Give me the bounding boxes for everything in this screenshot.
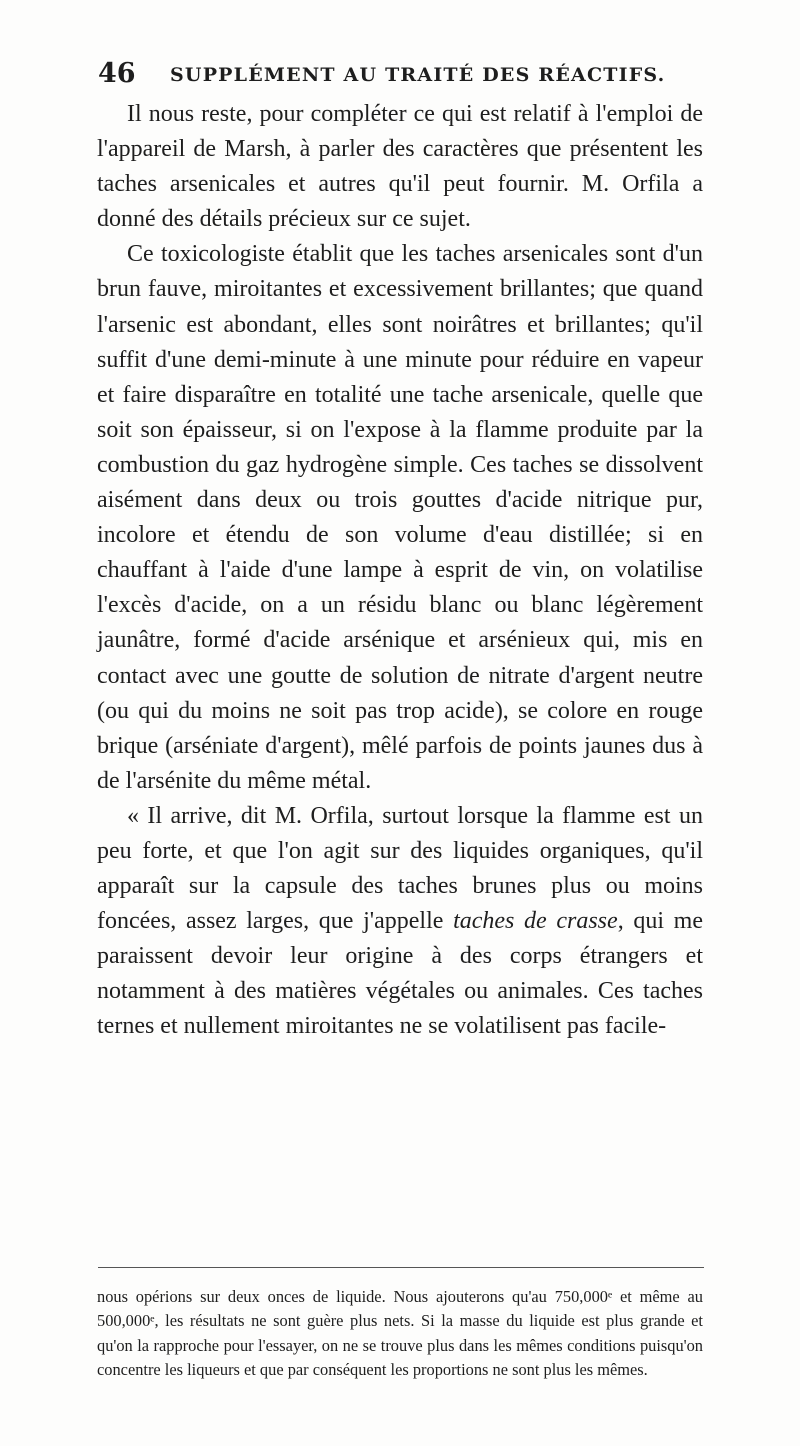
paragraph-1: Il nous reste, pour compléter ce qui est relatif à l'emploi de l'appareil de Marsh, à parler des caractères que présentent les taches arsenicales et autres qu'il peut fournir. M. Orfila a donné des détails précieux sur ce sujet. bbox=[97, 101, 703, 233]
paragraph-2: Ce toxicologiste établit que les taches arsenicales sont d'un brun fauve, miroitantes et excessivement brillantes; que quand l'arsenic est abondant, elles sont noirâtres et brillantes; qu'il suffit d'une demi-minute à une minute pour réduire en vapeur et faire disparaître en totalité une tache arsenicale, quelle que soit son épaisseur, si on l'expose à la flamme produite par la combustion du gaz hydrogène simple. Ces taches se dissolvent aisément dans deux ou trois gouttes d'acide nitrique pur, incolore et étendu de son volume d'eau distillée; si en chauffant à l'aide d'une lampe à esprit de vin, on volatilise l'excès d'acide, on a un résidu blanc ou blanc légèrement jaunâtre, formé d'acide arsénique et arsénieux qui, mis en contact avec une goutte de solution de nitrate d'argent neutre (ou qui du moins ne soit pas trop acide), se colore en rouge brique (arséniate d'argent), mêlé parfois de points jaunes dus à de l'arsénite du même métal. bbox=[97, 241, 703, 794]
running-title: SUPPLÉMENT AU TRAITÉ DES RÉACTIFS. bbox=[170, 64, 666, 86]
paragraph-3 bbox=[97, 799, 703, 1045]
paragraph-3-end: , qui me paraissent devoir leur origine à des corps étrangers et notamment à des matières végétales ou animales. Ces taches ternes et nullement miroitantes ne se volatilisent pas facile- bbox=[97, 908, 704, 1040]
italic-term: taches de crasse bbox=[453, 908, 618, 935]
page-header bbox=[98, 58, 698, 98]
footnote-text: nous opérions sur deux onces de liquide. Nous ajouterons qu'au 750,000ᵉ et même au 500,000ᵉ, les résultats ne sont guère plus nets. Si la masse du liquide est plus grande et qu'on la rapproche pour l'essayer, on ne se trouve plus dans les mêmes conditions puisqu'on concentre les liqueurs et que par conséquent les proportions ne sont plus les mêmes. bbox=[97, 1287, 703, 1379]
footnote-separator bbox=[98, 1267, 704, 1268]
page-number: 46 bbox=[98, 58, 136, 89]
paragraph-3-start: « Il arrive, dit M. Orfila, surtout lorsque la flamme est un peu forte, et que l'on agit sur des liquides organiques, qu'il apparaît sur la capsule des taches brunes plus ou moins foncées, assez larges, que j'appelle bbox=[97, 802, 703, 935]
main-text bbox=[97, 97, 703, 1045]
footnote bbox=[97, 1285, 703, 1382]
